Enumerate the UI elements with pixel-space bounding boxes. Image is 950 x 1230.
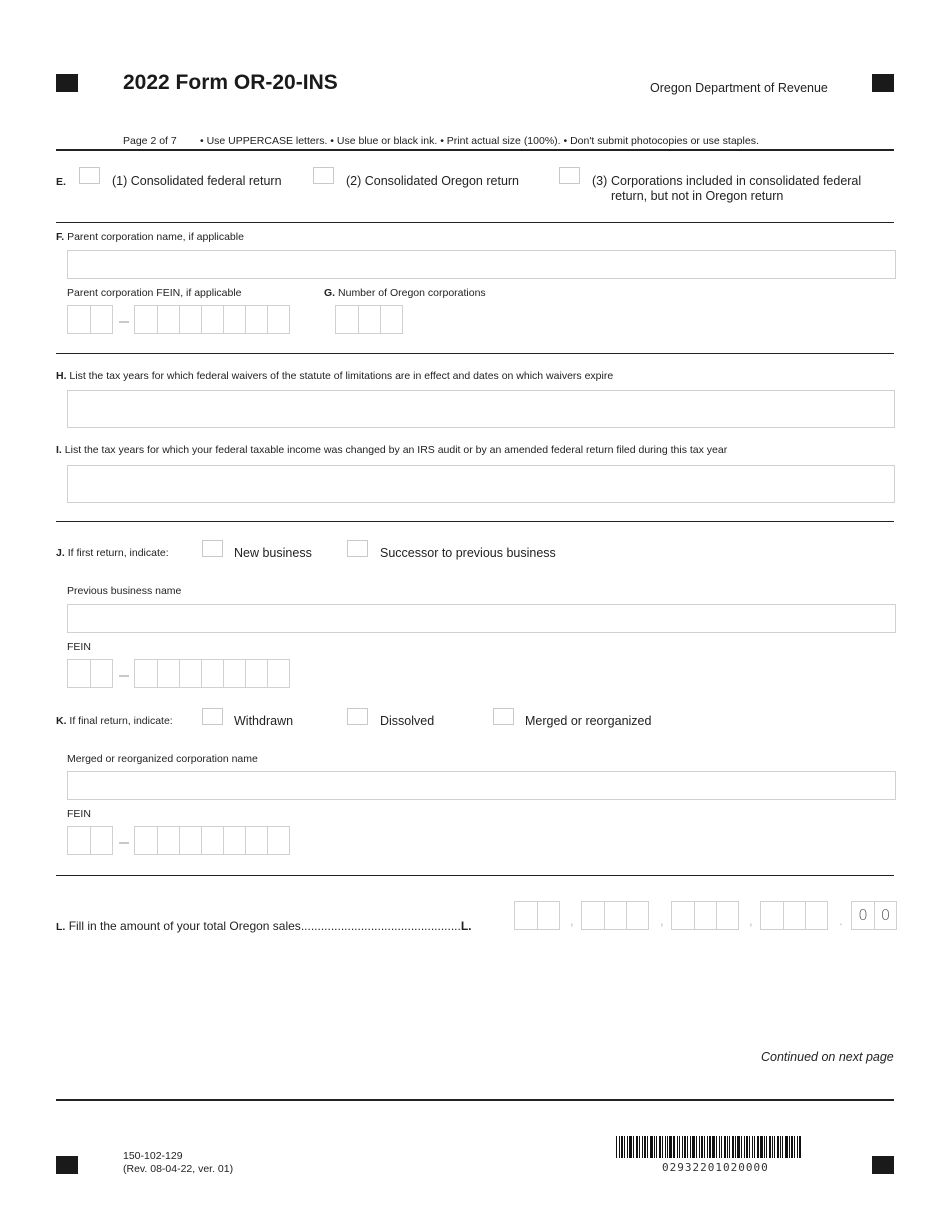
barcode-bar (677, 1136, 678, 1158)
sales-amount-comma-2: , (660, 913, 664, 928)
barcode-bar (684, 1136, 686, 1158)
previous-fein-prefix[interactable] (67, 659, 113, 688)
previous-business-name-input[interactable] (67, 604, 896, 633)
barcode-bar (746, 1136, 748, 1158)
barcode-bar (757, 1136, 759, 1158)
cents-digit-1: 0 (858, 906, 868, 924)
form-number: 150-102-129 (123, 1150, 183, 1162)
section-divider-g (56, 353, 894, 354)
barcode-bar (789, 1136, 790, 1158)
merged-name-input[interactable] (67, 771, 896, 800)
sales-amount-comma-1: , (570, 913, 574, 928)
barcode-bar (699, 1136, 700, 1158)
first-return-text: If first return, indicate: (67, 547, 169, 559)
barcode-bar (741, 1136, 742, 1158)
consolidated-federal-label: (1) Consolidated federal return (112, 174, 282, 188)
section-g-letter: G. (324, 287, 336, 299)
oregon-corporations-label (324, 287, 486, 299)
dissolved-checkbox[interactable] (347, 708, 368, 725)
merged-fein-prefix[interactable] (67, 826, 113, 855)
barcode-bar (764, 1136, 765, 1158)
section-f-letter: F. (56, 231, 65, 243)
agency-name: Oregon Department of Revenue (650, 81, 828, 95)
barcode-number: 02932201020000 (662, 1161, 769, 1174)
barcode-bar (701, 1136, 703, 1158)
sales-amount-decimal: . (839, 913, 843, 928)
barcode-bar (667, 1136, 668, 1158)
registration-mark-top-left (56, 74, 78, 92)
barcode-bar (760, 1136, 763, 1158)
parent-fein-dash (119, 321, 129, 323)
form-title: 2022 Form OR-20-INS (123, 71, 338, 94)
barcode-bar (737, 1136, 740, 1158)
parent-fein-label: Parent corporation FEIN, if applicable (67, 287, 242, 299)
barcode-bar (665, 1136, 666, 1158)
merged-fein-dash (119, 842, 129, 844)
sales-amount-group-4[interactable] (760, 901, 828, 930)
new-business-label: New business (234, 546, 312, 560)
oregon-corporations-text: Number of Oregon corporations (338, 287, 486, 299)
barcode-bar (647, 1136, 648, 1158)
barcode-bar (777, 1136, 779, 1158)
section-k-letter: K. (56, 715, 67, 727)
barcode-bar (735, 1136, 736, 1158)
consolidated-federal-checkbox[interactable] (79, 167, 100, 184)
barcode-bar (639, 1136, 640, 1158)
barcode-bar (679, 1136, 680, 1158)
withdrawn-label: Withdrawn (234, 714, 294, 728)
barcode-bar (752, 1136, 753, 1158)
barcode-bar (673, 1136, 675, 1158)
registration-mark-top-right (872, 74, 894, 92)
barcode-bar (633, 1136, 634, 1158)
barcode-bar (749, 1136, 750, 1158)
sales-amount-group-1[interactable] (514, 901, 560, 930)
barcode-bar (656, 1136, 657, 1158)
consolidated-oregon-label: (2) Consolidated Oregon return (346, 174, 520, 188)
barcode-bar (636, 1136, 638, 1158)
barcode (616, 1136, 802, 1158)
barcode-bar (716, 1136, 717, 1158)
section-divider-k (56, 875, 894, 876)
sales-amount-group-2[interactable] (581, 901, 649, 930)
parent-name-input[interactable] (67, 250, 896, 279)
successor-checkbox[interactable] (347, 540, 368, 557)
barcode-bar (785, 1136, 788, 1158)
barcode-bar (621, 1136, 623, 1158)
barcode-bar (669, 1136, 672, 1158)
withdrawn-checkbox[interactable] (202, 708, 223, 725)
barcode-bar (642, 1136, 643, 1158)
footer-divider (56, 1099, 894, 1101)
oregon-sales-text: Fill in the amount of your total Oregon sales (68, 919, 301, 933)
barcode-bar (727, 1136, 728, 1158)
barcode-bar (662, 1136, 663, 1158)
waivers-input[interactable] (67, 390, 895, 428)
cents-digit-2: 0 (874, 902, 896, 929)
merged-fein-suffix[interactable] (134, 826, 290, 855)
barcode-bar (772, 1136, 773, 1158)
corporations-included-label-line2: return, but not in Oregon return (611, 189, 784, 203)
previous-fein-suffix[interactable] (134, 659, 290, 688)
final-return-label (56, 715, 173, 727)
previous-fein-label: FEIN (67, 641, 91, 653)
barcode-bar (616, 1136, 617, 1158)
registration-mark-bottom-left (56, 1156, 78, 1174)
corporations-included-label-line1: Corporations included in consolidated federal (611, 174, 862, 188)
dissolved-label: Dissolved (380, 714, 435, 728)
parent-fein-prefix[interactable] (67, 305, 113, 334)
previous-fein-dash (119, 675, 129, 677)
corporations-included-number: (3) (592, 174, 608, 188)
parent-name-label (56, 231, 244, 243)
section-j-letter: J. (56, 547, 65, 559)
parent-name-text: Parent corporation name, if applicable (67, 231, 244, 243)
barcode-bar (682, 1136, 683, 1158)
barcode-bar (654, 1136, 655, 1158)
barcode-bar (704, 1136, 705, 1158)
barcode-bar (687, 1136, 688, 1158)
form-revision: (Rev. 08-04-22, ver. 01) (123, 1163, 234, 1175)
barcode-bar (690, 1136, 691, 1158)
section-i-letter: I. (56, 444, 62, 456)
barcode-bar (797, 1136, 798, 1158)
waivers-text: List the tax years for which federal waivers of the statute of limitations are in effect and dates on which waivers expire (69, 370, 614, 382)
continued-note: Continued on next page (761, 1050, 894, 1064)
barcode-bar (644, 1136, 646, 1158)
sales-amount-comma-3: , (749, 913, 753, 928)
barcode-bar (774, 1136, 775, 1158)
section-divider-e (56, 222, 894, 223)
barcode-bar (624, 1136, 625, 1158)
barcode-bar (619, 1136, 620, 1158)
barcode-bar (650, 1136, 653, 1158)
merged-fein-label: FEIN (67, 808, 91, 820)
page-number: Page 2 of 7 (123, 135, 177, 147)
oregon-sales-leader-dots: ................................................ (300, 919, 461, 933)
merged-checkbox[interactable] (493, 708, 514, 725)
instructions-line: • Use UPPERCASE letters. • Use blue or black ink. • Print actual size (100%). • Don't submit photocopies or use staples. (200, 135, 759, 147)
barcode-bar (724, 1136, 726, 1158)
barcode-bar (799, 1136, 801, 1158)
consolidated-oregon-checkbox[interactable] (313, 167, 334, 184)
section-e-letter: E. (56, 176, 66, 188)
barcode-bar (791, 1136, 793, 1158)
barcode-bar (629, 1136, 632, 1158)
oregon-sales-line-ref: L. (460, 919, 472, 933)
barcode-bar (721, 1136, 722, 1158)
merged-label: Merged or reorganized (525, 714, 652, 728)
barcode-bar (707, 1136, 708, 1158)
previous-business-name-label: Previous business name (67, 585, 182, 597)
section-l-letter: L. (56, 921, 66, 933)
barcode-bar (744, 1136, 745, 1158)
waivers-label (56, 370, 613, 382)
oregon-corporations-input[interactable] (335, 305, 403, 334)
oregon-sales-label (56, 919, 472, 933)
section-divider-i (56, 521, 894, 522)
barcode-bar (729, 1136, 730, 1158)
barcode-bar (709, 1136, 711, 1158)
barcode-bar (766, 1136, 767, 1158)
successor-label: Successor to previous business (380, 546, 556, 560)
barcode-bar (712, 1136, 715, 1158)
first-return-label (56, 547, 169, 559)
sales-amount-cents[interactable] (851, 901, 897, 930)
barcode-bar (769, 1136, 771, 1158)
irs-audit-label (56, 444, 727, 456)
header-divider (56, 149, 894, 151)
barcode-bar (719, 1136, 720, 1158)
barcode-bar (659, 1136, 661, 1158)
merged-name-label: Merged or reorganized corporation name (67, 753, 258, 765)
barcode-bar (696, 1136, 697, 1158)
corporations-included-checkbox[interactable] (559, 167, 580, 184)
irs-audit-text: List the tax years for which your federal taxable income was changed by an IRS audit or by an amended federal return filed during this tax year (64, 444, 728, 456)
barcode-bar (794, 1136, 795, 1158)
section-h-letter: H. (56, 370, 67, 382)
sales-amount-group-3[interactable] (671, 901, 739, 930)
barcode-bar (692, 1136, 695, 1158)
barcode-bar (782, 1136, 783, 1158)
registration-mark-bottom-right (872, 1156, 894, 1174)
barcode-bar (732, 1136, 734, 1158)
parent-fein-suffix[interactable] (134, 305, 290, 334)
new-business-checkbox[interactable] (202, 540, 223, 557)
barcode-bar (627, 1136, 628, 1158)
barcode-bar (780, 1136, 781, 1158)
barcode-bar (754, 1136, 755, 1158)
final-return-text: If final return, indicate: (69, 715, 173, 727)
irs-audit-input[interactable] (67, 465, 895, 503)
